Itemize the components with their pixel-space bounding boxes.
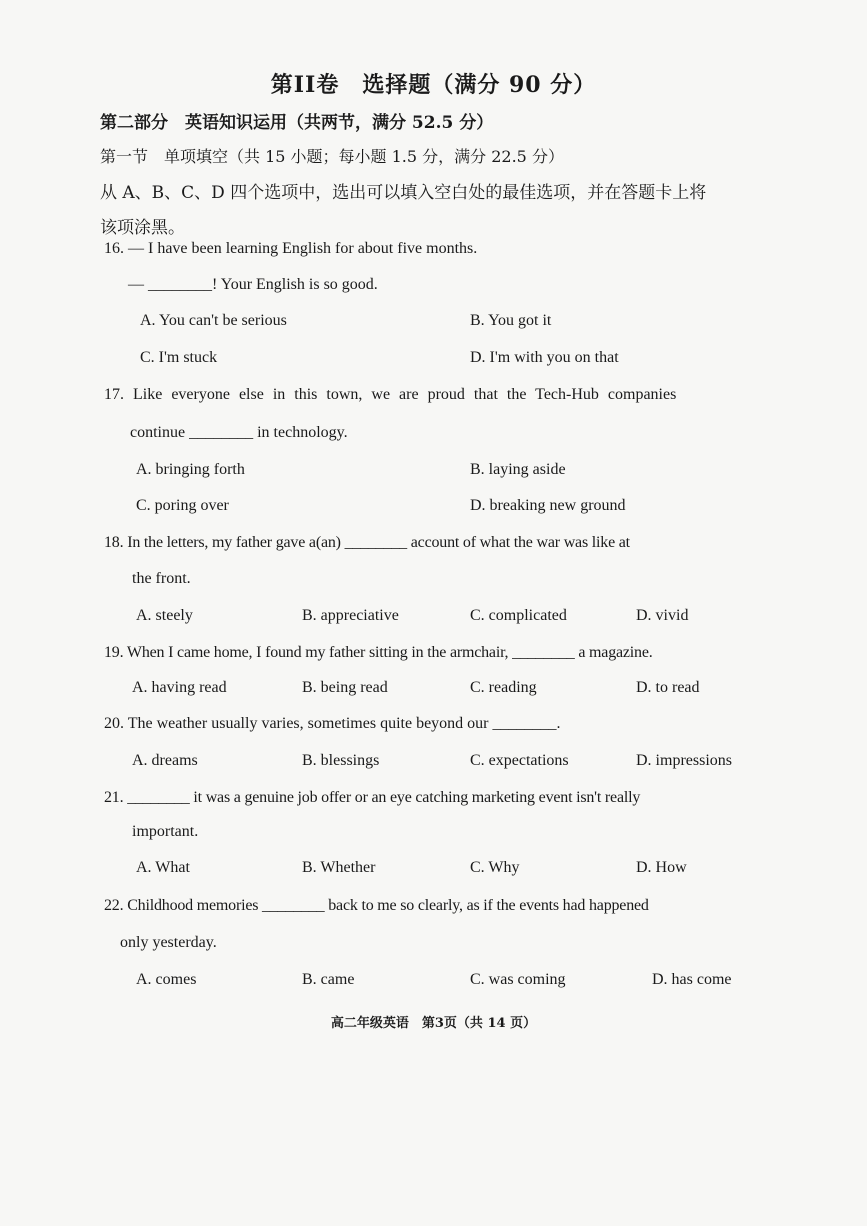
question-19-option-d[interactable]: D. to read	[636, 679, 700, 696]
question-16-response: — ________! Your English is so good.	[128, 276, 378, 293]
question-18-option-d[interactable]: D. vivid	[636, 607, 689, 624]
question-20-option-c[interactable]: C. expectations	[470, 752, 569, 769]
question-22-stem-cont: only yesterday.	[120, 934, 217, 951]
question-19-option-c[interactable]: C. reading	[470, 679, 537, 696]
question-20-stem: 20. The weather usually varies, sometimes quite beyond our ________.	[104, 715, 561, 732]
question-18-option-b[interactable]: B. appreciative	[302, 607, 399, 624]
question-18-option-a[interactable]: A. steely	[136, 607, 193, 624]
instruction-line-2: 该项涂黑。	[100, 218, 185, 238]
question-17-option-c[interactable]: C. poring over	[136, 497, 229, 514]
question-16-option-d[interactable]: D. I'm with you on that	[470, 349, 619, 366]
question-20-option-a[interactable]: A. dreams	[132, 752, 198, 769]
page-footer: 高二年级英语 第3页（共 14 页）	[330, 1016, 537, 1031]
question-19-option-b[interactable]: B. being read	[302, 679, 388, 696]
question-21-option-a[interactable]: A. What	[136, 859, 190, 876]
question-16-stem: 16. — I have been learning English for about five months.	[104, 240, 478, 257]
question-18-option-c[interactable]: C. complicated	[470, 607, 567, 624]
question-17-option-a[interactable]: A. bringing forth	[136, 461, 245, 478]
section-title: 第II卷 选择题（满分 90 分）	[270, 72, 597, 98]
question-20-option-b[interactable]: B. blessings	[302, 752, 380, 769]
question-19-option-a[interactable]: A. having read	[132, 679, 227, 696]
question-18-stem-cont: the front.	[132, 570, 191, 587]
question-22-option-a[interactable]: A. comes	[136, 971, 197, 988]
question-21-option-d[interactable]: D. How	[636, 859, 687, 876]
question-22-stem: 22. Childhood memories ________ back to me so clearly, as if the events had happened	[104, 897, 649, 914]
question-17-stem: 17. Like everyone else in this town, we are proud that the Tech-Hub companies	[104, 386, 677, 403]
question-16-option-b[interactable]: B. You got it	[470, 312, 552, 329]
question-18-stem: 18. In the letters, my father gave a(an) ________ account of what the war was like at	[104, 534, 630, 551]
question-17-stem-cont: continue ________ in technology.	[130, 424, 348, 441]
part-heading: 第二部分 英语知识运用（共两节，满分 52.5 分）	[100, 113, 494, 133]
instruction-line-1: 从 A、B、C、D 四个选项中，选出可以填入空白处的最佳选项，并在答题卡上将	[100, 183, 707, 203]
question-21-stem: 21. ________ it was a genuine job offer or an eye catching marketing event isn't really	[104, 789, 641, 806]
question-21-option-b[interactable]: B. Whether	[302, 859, 376, 876]
question-20-option-d[interactable]: D. impressions	[636, 752, 732, 769]
question-16-option-c[interactable]: C. I'm stuck	[140, 349, 218, 366]
question-17-option-d[interactable]: D. breaking new ground	[470, 497, 626, 514]
question-22-option-c[interactable]: C. was coming	[470, 971, 566, 988]
question-21-stem-cont: important.	[132, 823, 199, 840]
question-17-option-b[interactable]: B. laying aside	[470, 461, 566, 478]
question-22-option-b[interactable]: B. came	[302, 971, 355, 988]
question-22-option-d[interactable]: D. has come	[652, 971, 732, 988]
question-21-option-c[interactable]: C. Why	[470, 859, 520, 876]
question-19-stem: 19. When I came home, I found my father sitting in the armchair, ________ a magazine.	[104, 644, 653, 661]
question-16-option-a[interactable]: A. You can't be serious	[140, 312, 287, 329]
section-heading: 第一节 单项填空（共 15 小题；每小题 1.5 分，满分 22.5 分）	[100, 147, 564, 166]
